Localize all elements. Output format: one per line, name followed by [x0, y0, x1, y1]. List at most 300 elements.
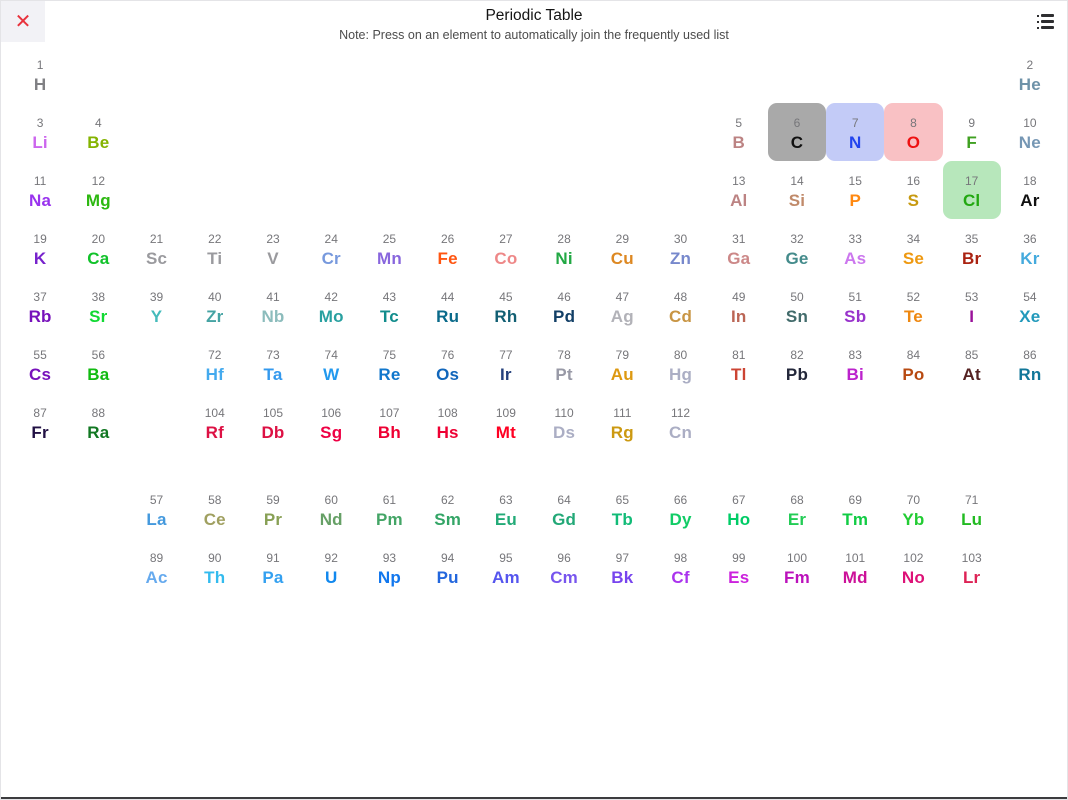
element-cell-ta[interactable] — [244, 335, 302, 393]
element-cell-fr[interactable] — [11, 393, 69, 451]
atomic-number: 51 — [848, 290, 862, 304]
atomic-number: 44 — [440, 290, 455, 304]
element-cell-re[interactable] — [360, 335, 418, 393]
element-symbol: As — [844, 249, 867, 269]
element-cell-ir[interactable] — [477, 335, 535, 393]
element-cell-mo[interactable] — [302, 277, 360, 335]
atomic-number: 104 — [204, 406, 225, 420]
element-cell-w[interactable] — [302, 335, 360, 393]
element-cell-db[interactable] — [244, 393, 302, 451]
atomic-number: 74 — [324, 348, 338, 362]
element-cell-sr[interactable] — [69, 277, 127, 335]
element-symbol: Al — [730, 191, 748, 211]
atomic-number: 63 — [499, 493, 513, 507]
element-symbol: Ho — [727, 510, 751, 530]
element-symbol: Po — [902, 365, 925, 385]
element-symbol: B — [732, 133, 745, 153]
element-symbol: Gd — [552, 510, 577, 530]
element-symbol: Rn — [1018, 365, 1042, 385]
close-icon: ✕ — [14, 10, 32, 33]
atomic-number: 49 — [732, 290, 746, 304]
element-symbol: Te — [903, 307, 923, 327]
element-symbol: Rf — [205, 423, 224, 443]
atomic-number: 5 — [735, 116, 743, 130]
header — [1, 1, 1067, 45]
element-cell-cs[interactable] — [11, 335, 69, 393]
element-cell-pb[interactable] — [768, 335, 826, 393]
element-cell-th[interactable] — [186, 538, 244, 596]
element-symbol: Zn — [669, 249, 692, 269]
atomic-number: 102 — [903, 551, 924, 565]
atomic-number: 43 — [382, 290, 397, 304]
element-symbol: Md — [842, 568, 868, 588]
element-cell-au[interactable] — [593, 335, 651, 393]
element-cell-li[interactable] — [11, 103, 69, 161]
element-cell-cr[interactable] — [302, 219, 360, 277]
element-symbol: No — [901, 568, 925, 588]
element-symbol: Tb — [611, 510, 633, 530]
element-cell-tm[interactable] — [826, 480, 884, 538]
atomic-number: 67 — [732, 493, 746, 507]
element-cell-cu[interactable] — [593, 219, 651, 277]
element-symbol: H — [33, 75, 47, 95]
element-symbol: Th — [204, 568, 226, 588]
element-symbol: K — [33, 249, 47, 269]
atomic-number: 40 — [208, 290, 222, 304]
element-symbol: Cf — [671, 568, 690, 588]
atomic-number: 22 — [208, 232, 222, 246]
element-symbol: Cr — [321, 249, 341, 269]
element-symbol: Be — [87, 133, 110, 153]
element-symbol: Sg — [320, 423, 343, 443]
element-symbol: Tm — [842, 510, 869, 530]
element-cell-ba[interactable] — [69, 335, 127, 393]
element-symbol: Cn — [669, 423, 693, 443]
element-cell-rg[interactable] — [593, 393, 651, 451]
atomic-number: 53 — [964, 290, 979, 304]
atomic-number: 32 — [790, 232, 804, 246]
atomic-number: 25 — [382, 232, 397, 246]
element-symbol: Ds — [553, 423, 576, 443]
atomic-number: 55 — [33, 348, 47, 362]
atomic-number: 65 — [615, 493, 629, 507]
element-cell-te[interactable] — [884, 277, 942, 335]
element-cell-sc[interactable] — [127, 219, 185, 277]
element-cell-hf[interactable] — [186, 335, 244, 393]
element-cell-ac[interactable] — [127, 538, 185, 596]
element-symbol: Rh — [494, 307, 518, 327]
element-symbol: V — [267, 249, 279, 269]
atomic-number: 60 — [324, 493, 338, 507]
element-symbol: Er — [787, 510, 807, 530]
element-cell-ru[interactable] — [419, 277, 477, 335]
atomic-number: 96 — [557, 551, 571, 565]
element-cell-pt[interactable] — [535, 335, 593, 393]
atomic-number: 34 — [906, 232, 921, 246]
element-symbol: Hg — [669, 365, 693, 385]
element-symbol: Hf — [205, 365, 224, 385]
element-cell-zr[interactable] — [186, 277, 244, 335]
atomic-number: 77 — [499, 348, 513, 362]
element-cell-no[interactable] — [884, 538, 942, 596]
periodic-grid — [11, 45, 1059, 596]
element-cell-lr[interactable] — [943, 538, 1001, 596]
atomic-number: 13 — [732, 174, 746, 188]
atomic-number: 41 — [266, 290, 280, 304]
element-cell-na[interactable] — [11, 161, 69, 219]
element-cell-am[interactable] — [477, 538, 535, 596]
element-symbol: Tl — [731, 365, 747, 385]
atomic-number: 14 — [790, 174, 804, 188]
element-cell-rf[interactable] — [186, 393, 244, 451]
element-symbol: He — [1018, 75, 1041, 95]
element-cell-la[interactable] — [127, 480, 185, 538]
element-cell-cf[interactable] — [651, 538, 709, 596]
atomic-number: 107 — [379, 406, 400, 420]
list-icon — [1037, 26, 1054, 29]
atomic-number: 38 — [91, 290, 105, 304]
atomic-number: 78 — [557, 348, 571, 362]
element-cell-in[interactable] — [710, 277, 768, 335]
element-symbol: Mt — [495, 423, 516, 443]
atomic-number: 37 — [33, 290, 47, 304]
element-symbol: C — [790, 133, 804, 153]
element-cell-be[interactable] — [69, 103, 127, 161]
element-symbol: Fe — [437, 249, 458, 269]
element-cell-gd[interactable] — [535, 480, 593, 538]
element-cell-tl[interactable] — [710, 335, 768, 393]
element-cell-n[interactable] — [826, 103, 884, 161]
atomic-number: 82 — [790, 348, 804, 362]
element-cell-hs[interactable] — [419, 393, 477, 451]
atomic-number: 100 — [786, 551, 807, 565]
element-cell-k[interactable] — [11, 219, 69, 277]
element-cell-se[interactable] — [884, 219, 942, 277]
element-symbol: Mg — [85, 191, 111, 211]
element-symbol: Np — [377, 568, 401, 588]
atomic-number: 52 — [906, 290, 921, 304]
element-symbol: Cu — [610, 249, 634, 269]
element-cell-mt[interactable] — [477, 393, 535, 451]
element-symbol: Sm — [434, 510, 462, 530]
element-cell-sg[interactable] — [302, 393, 360, 451]
atomic-number: 29 — [615, 232, 629, 246]
element-symbol: Pa — [262, 568, 284, 588]
element-symbol: Mn — [376, 249, 402, 269]
element-cell-si[interactable] — [768, 161, 826, 219]
element-symbol: Nd — [319, 510, 343, 530]
element-cell-ar[interactable] — [1001, 161, 1059, 219]
element-cell-pr[interactable] — [244, 480, 302, 538]
element-symbol: Kr — [1020, 249, 1040, 269]
atomic-number: 57 — [149, 493, 164, 507]
atomic-number: 98 — [673, 551, 688, 565]
element-cell-i[interactable] — [943, 277, 1001, 335]
atomic-number: 70 — [906, 493, 921, 507]
element-cell-kr[interactable] — [1001, 219, 1059, 277]
atomic-number: 58 — [208, 493, 222, 507]
atomic-number: 33 — [848, 232, 862, 246]
atomic-number: 15 — [848, 174, 862, 188]
atomic-number: 112 — [670, 406, 691, 420]
atomic-number: 92 — [324, 551, 338, 565]
element-symbol: Rb — [28, 307, 52, 327]
element-symbol: Ga — [727, 249, 751, 269]
element-cell-nd[interactable] — [302, 480, 360, 538]
element-cell-c[interactable] — [768, 103, 826, 161]
element-symbol: Pu — [436, 568, 459, 588]
atomic-number: 103 — [961, 551, 982, 565]
atomic-number: 6 — [793, 116, 801, 130]
atomic-number: 79 — [615, 348, 629, 362]
element-cell-np[interactable] — [360, 538, 418, 596]
atomic-number: 24 — [324, 232, 338, 246]
atomic-number: 68 — [790, 493, 804, 507]
element-cell-ge[interactable] — [768, 219, 826, 277]
element-cell-hg[interactable] — [651, 335, 709, 393]
element-cell-ga[interactable] — [710, 219, 768, 277]
frequently-used-list-button[interactable] — [1037, 14, 1054, 29]
atomic-number: 81 — [732, 348, 746, 362]
element-symbol: Fr — [31, 423, 49, 443]
bottom-edge-bar — [1, 797, 1067, 799]
element-cell-rn[interactable] — [1001, 335, 1059, 393]
element-cell-md[interactable] — [826, 538, 884, 596]
atomic-number: 48 — [673, 290, 688, 304]
element-cell-tb[interactable] — [593, 480, 651, 538]
element-symbol: Au — [610, 365, 634, 385]
element-symbol: Sn — [785, 307, 809, 327]
element-symbol: Pr — [263, 510, 283, 530]
element-cell-os[interactable] — [419, 335, 477, 393]
element-symbol: Cm — [550, 568, 578, 588]
element-cell-lu[interactable] — [943, 480, 1001, 538]
atomic-number: 11 — [33, 174, 47, 188]
element-symbol: F — [966, 133, 977, 153]
element-cell-yb[interactable] — [884, 480, 942, 538]
atomic-number: 80 — [673, 348, 688, 362]
element-cell-y[interactable] — [127, 277, 185, 335]
element-symbol: Re — [378, 365, 401, 385]
element-cell-ne[interactable] — [1001, 103, 1059, 161]
atomic-number: 36 — [1023, 232, 1037, 246]
atomic-number: 84 — [906, 348, 921, 362]
atomic-number: 86 — [1023, 348, 1037, 362]
element-cell-dy[interactable] — [651, 480, 709, 538]
element-symbol: Hs — [436, 423, 459, 443]
atomic-number: 91 — [266, 551, 280, 565]
element-symbol: Sb — [844, 307, 867, 327]
element-cell-tc[interactable] — [360, 277, 418, 335]
element-cell-h[interactable] — [11, 45, 69, 103]
element-symbol: Lu — [961, 510, 983, 530]
element-symbol: Ag — [610, 307, 634, 327]
element-cell-o[interactable] — [884, 103, 942, 161]
element-cell-u[interactable] — [302, 538, 360, 596]
element-cell-bh[interactable] — [360, 393, 418, 451]
element-cell-ca[interactable] — [69, 219, 127, 277]
element-cell-f[interactable] — [943, 103, 1001, 161]
atomic-number: 69 — [848, 493, 862, 507]
element-symbol: Nb — [261, 307, 285, 327]
atomic-number: 89 — [149, 551, 164, 565]
atomic-number: 87 — [33, 406, 47, 420]
element-cell-sm[interactable] — [419, 480, 477, 538]
atomic-number: 28 — [557, 232, 571, 246]
element-symbol: Y — [150, 307, 163, 327]
close-button[interactable] — [1, 1, 45, 42]
atomic-number: 17 — [964, 174, 979, 188]
atomic-number: 18 — [1023, 174, 1037, 188]
element-symbol: Xe — [1019, 307, 1041, 327]
atomic-number: 99 — [732, 551, 746, 565]
element-symbol: Db — [261, 423, 285, 443]
element-cell-as[interactable] — [826, 219, 884, 277]
element-symbol: Ni — [555, 249, 573, 269]
element-cell-al[interactable] — [710, 161, 768, 219]
atomic-number: 76 — [440, 348, 455, 362]
list-icon — [1037, 14, 1054, 17]
element-cell-zn[interactable] — [651, 219, 709, 277]
element-cell-er[interactable] — [768, 480, 826, 538]
atomic-number: 21 — [149, 232, 164, 246]
element-cell-pm[interactable] — [360, 480, 418, 538]
element-symbol: N — [848, 133, 862, 153]
atomic-number: 26 — [440, 232, 455, 246]
element-cell-he[interactable] — [1001, 45, 1059, 103]
atomic-number: 3 — [36, 116, 44, 130]
page-title: Periodic Table — [485, 7, 583, 24]
element-symbol: Pt — [555, 365, 573, 385]
atomic-number: 110 — [554, 406, 574, 420]
element-symbol: Co — [494, 249, 518, 269]
element-cell-ho[interactable] — [710, 480, 768, 538]
element-cell-cl[interactable] — [943, 161, 1001, 219]
atomic-number: 106 — [321, 406, 342, 420]
element-symbol: Dy — [669, 510, 692, 530]
element-cell-pa[interactable] — [244, 538, 302, 596]
element-symbol: Ce — [203, 510, 226, 530]
element-cell-p[interactable] — [826, 161, 884, 219]
atomic-number: 20 — [91, 232, 105, 246]
atomic-number: 54 — [1023, 290, 1037, 304]
element-cell-cn[interactable] — [651, 393, 709, 451]
element-symbol: Zr — [206, 307, 224, 327]
element-cell-xe[interactable] — [1001, 277, 1059, 335]
atomic-number: 95 — [499, 551, 513, 565]
element-cell-rh[interactable] — [477, 277, 535, 335]
element-symbol: Ca — [87, 249, 110, 269]
element-cell-sb[interactable] — [826, 277, 884, 335]
atomic-number: 16 — [906, 174, 921, 188]
atomic-number: 83 — [848, 348, 862, 362]
element-cell-co[interactable] — [477, 219, 535, 277]
element-cell-fe[interactable] — [419, 219, 477, 277]
element-cell-eu[interactable] — [477, 480, 535, 538]
atomic-number: 23 — [266, 232, 280, 246]
atomic-number: 94 — [440, 551, 455, 565]
element-cell-fm[interactable] — [768, 538, 826, 596]
element-cell-cd[interactable] — [651, 277, 709, 335]
atomic-number: 12 — [91, 174, 105, 188]
atomic-number: 19 — [33, 232, 47, 246]
element-symbol: Am — [491, 568, 520, 588]
atomic-number: 27 — [499, 232, 513, 246]
element-symbol: Fm — [784, 568, 810, 588]
element-cell-v[interactable] — [244, 219, 302, 277]
element-cell-cm[interactable] — [535, 538, 593, 596]
element-symbol: At — [962, 365, 981, 385]
atomic-number: 73 — [266, 348, 280, 362]
element-symbol: Na — [29, 191, 52, 211]
element-symbol: Ba — [87, 365, 110, 385]
atomic-number: 9 — [968, 116, 975, 130]
element-cell-mg[interactable] — [69, 161, 127, 219]
element-symbol: Ir — [500, 365, 512, 385]
atomic-number: 109 — [495, 406, 516, 420]
element-symbol: Cd — [669, 307, 693, 327]
element-symbol: W — [323, 365, 340, 385]
element-cell-ce[interactable] — [186, 480, 244, 538]
element-cell-nb[interactable] — [244, 277, 302, 335]
atomic-number: 72 — [208, 348, 222, 362]
atomic-number: 47 — [615, 290, 629, 304]
atomic-number: 85 — [964, 348, 979, 362]
element-cell-sn[interactable] — [768, 277, 826, 335]
element-cell-br[interactable] — [943, 219, 1001, 277]
element-cell-ag[interactable] — [593, 277, 651, 335]
page-note: Note: Press on an element to automatically join the frequently used list — [339, 28, 729, 42]
atomic-number: 45 — [499, 290, 513, 304]
element-cell-at[interactable] — [943, 335, 1001, 393]
element-cell-s[interactable] — [884, 161, 942, 219]
element-symbol: U — [324, 568, 338, 588]
element-cell-ds[interactable] — [535, 393, 593, 451]
element-cell-ti[interactable] — [186, 219, 244, 277]
element-cell-b[interactable] — [710, 103, 768, 161]
element-symbol: Sc — [145, 249, 168, 269]
element-symbol: Tc — [379, 307, 399, 327]
element-cell-po[interactable] — [884, 335, 942, 393]
element-symbol: Si — [788, 191, 806, 211]
element-symbol: Rg — [610, 423, 634, 443]
element-symbol: Es — [728, 568, 750, 588]
atomic-number: 39 — [149, 290, 164, 304]
element-cell-pd[interactable] — [535, 277, 593, 335]
element-cell-ni[interactable] — [535, 219, 593, 277]
atomic-number: 1 — [36, 58, 44, 72]
atomic-number: 2 — [1026, 58, 1034, 72]
atomic-number: 62 — [440, 493, 455, 507]
element-cell-bk[interactable] — [593, 538, 651, 596]
element-cell-bi[interactable] — [826, 335, 884, 393]
element-cell-es[interactable] — [710, 538, 768, 596]
atomic-number: 88 — [91, 406, 105, 420]
element-symbol: Ne — [1018, 133, 1041, 153]
atomic-number: 8 — [910, 116, 917, 130]
element-cell-rb[interactable] — [11, 277, 69, 335]
atomic-number: 10 — [1023, 116, 1037, 130]
atomic-number: 35 — [964, 232, 979, 246]
element-symbol: Bh — [377, 423, 401, 443]
element-symbol: Ti — [207, 249, 223, 269]
element-symbol: Pm — [376, 510, 403, 530]
element-cell-ra[interactable] — [69, 393, 127, 451]
element-symbol: S — [907, 191, 920, 211]
atomic-number: 30 — [673, 232, 688, 246]
element-cell-mn[interactable] — [360, 219, 418, 277]
element-cell-pu[interactable] — [419, 538, 477, 596]
